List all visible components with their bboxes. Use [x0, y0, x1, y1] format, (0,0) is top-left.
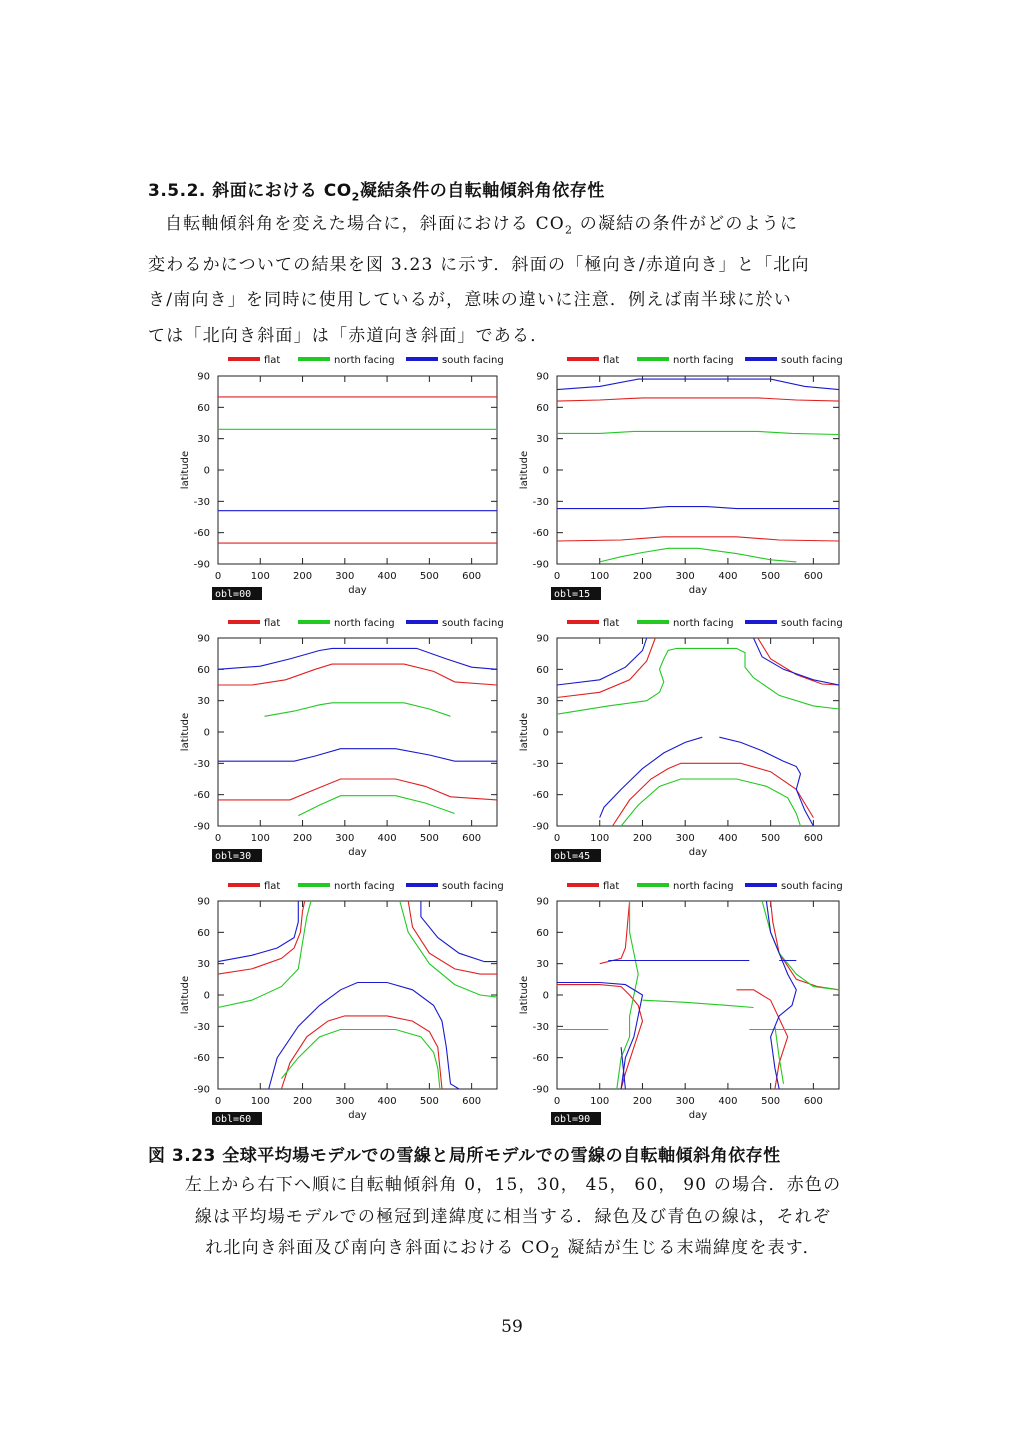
series-north-facing: [265, 703, 451, 717]
obliquity-tag: obl=15: [554, 589, 591, 600]
legend-label-north: north facing: [673, 355, 734, 366]
x-axis-label: day: [688, 847, 708, 858]
x-tick-label: 400: [377, 833, 397, 844]
legend-label-flat: flat: [603, 618, 620, 629]
x-axis-label: day: [348, 585, 367, 596]
series-north-facing: [643, 1000, 754, 1007]
y-tick-label: 90: [536, 633, 549, 645]
obliquity-tag: obl=45: [554, 851, 591, 862]
x-tick-label: 600: [803, 1096, 823, 1107]
paragraph-line: き/南向き」を同時に使用しているが，意味の違いに注意．例えば南半球に於い: [148, 290, 792, 311]
y-tick-label: 30: [197, 959, 210, 971]
series-flat: [600, 901, 630, 964]
x-tick-label: 100: [590, 1096, 610, 1107]
legend-label-north: north facing: [673, 881, 734, 892]
series-north-facing: [621, 779, 800, 826]
chart-panel: [180, 881, 504, 1125]
y-axis-label: latitude: [519, 975, 530, 1015]
x-tick-label: 500: [761, 571, 781, 582]
x-tick-label: 500: [419, 1096, 439, 1107]
y-tick-label: -30: [532, 496, 549, 508]
x-tick-label: 100: [250, 571, 270, 582]
caption-line: れ北向き斜面及び南向き斜面における $CO_2$ 凝結が生じる末端緯度を表す．: [205, 1238, 821, 1262]
chart-panel: [519, 881, 843, 1125]
series-south-facing: [269, 983, 459, 1090]
x-tick-label: 500: [761, 833, 781, 844]
y-tick-label: -60: [532, 528, 549, 540]
series-north-facing: [218, 901, 311, 1008]
x-tick-label: 600: [462, 571, 482, 582]
y-tick-label: 30: [536, 696, 549, 708]
x-tick-label: 100: [250, 1096, 270, 1107]
x-tick-label: 600: [803, 571, 823, 582]
series-south-facing: [557, 638, 647, 685]
y-tick-label: -30: [193, 496, 210, 508]
plot-frame: [218, 376, 497, 564]
y-tick-label: 60: [197, 664, 210, 676]
x-tick-label: 0: [214, 1096, 222, 1107]
obliquity-tag: obl=00: [215, 589, 252, 600]
section-number: 3.5.2.: [148, 181, 206, 201]
series-flat: [613, 763, 814, 826]
series-flat: [218, 779, 497, 800]
y-tick-label: 30: [536, 959, 549, 971]
y-tick-label: -90: [193, 1084, 210, 1096]
series-south-facing: [218, 648, 497, 669]
chart-panel: [519, 355, 843, 600]
paragraph-line: 変わるかについての結果を図 3.23 に示す．斜面の「極向き/赤道向き」と「北向: [148, 254, 810, 275]
y-tick-label: 30: [536, 434, 549, 446]
series-south-facing: [754, 638, 840, 685]
legend-label-flat: flat: [264, 355, 281, 366]
x-axis-label: day: [688, 1110, 708, 1121]
plot-frame: [557, 638, 839, 826]
legend-label-north: north facing: [334, 881, 395, 892]
x-tick-label: 400: [377, 571, 397, 582]
legend-label-north: north facing: [334, 618, 395, 629]
y-tick-label: -60: [532, 790, 549, 802]
y-tick-label: 0: [542, 727, 549, 739]
x-tick-label: 200: [632, 1096, 653, 1107]
x-tick-label: 300: [335, 571, 355, 582]
y-tick-label: 60: [536, 402, 549, 414]
chart-legend: [228, 355, 504, 366]
chart-legend: [567, 355, 843, 366]
series-flat: [218, 664, 497, 685]
y-tick-label: 60: [536, 927, 549, 939]
y-tick-label: -90: [532, 1084, 549, 1096]
y-tick-label: -90: [193, 559, 210, 571]
x-tick-label: 200: [292, 571, 313, 582]
paragraph-line: 自転軸傾斜角を変えた場合に，斜面における $CO_2$ の凝結の条件がどのように: [165, 214, 799, 237]
series-south-facing: [218, 749, 497, 762]
y-tick-label: -90: [532, 559, 549, 571]
x-tick-label: 200: [292, 1096, 313, 1107]
caption-line: 線は平均場モデルでの極冠到達緯度に相当する．緑色及び青色の線は，それぞ: [194, 1206, 832, 1227]
y-axis-label: latitude: [180, 712, 191, 752]
x-axis-label: day: [688, 585, 708, 596]
x-tick-label: 0: [214, 571, 222, 582]
y-tick-label: 0: [203, 990, 210, 1002]
chart-legend: [567, 618, 843, 629]
y-tick-label: 0: [203, 465, 210, 477]
y-tick-label: -30: [532, 1021, 549, 1033]
x-tick-label: 100: [590, 833, 610, 844]
series-south-facing: [719, 737, 813, 826]
paragraph-line: ては「北向き斜面」は「赤道向き斜面」である．: [148, 325, 549, 346]
series-north-facing: [557, 648, 839, 714]
figure-caption-title: 図 3.23 全球平均場モデルでの雪線と局所モデルでの雪線の自転軸傾斜角依存性: [148, 1146, 781, 1166]
legend-label-south: south facing: [781, 355, 843, 366]
chart-legend: [228, 618, 504, 629]
series-flat: [771, 901, 839, 990]
x-tick-label: 600: [462, 1096, 482, 1107]
y-tick-label: -30: [193, 1021, 210, 1033]
series-flat: [737, 990, 788, 1089]
series-north-facing: [762, 901, 839, 990]
legend-label-south: south facing: [442, 618, 504, 629]
y-tick-label: 0: [203, 727, 210, 739]
y-tick-label: -60: [193, 528, 210, 540]
legend-label-south: south facing: [781, 618, 843, 629]
x-tick-label: 0: [553, 1096, 561, 1107]
series-north-facing: [298, 796, 454, 816]
y-tick-label: -90: [193, 821, 210, 833]
y-tick-label: 0: [542, 990, 549, 1002]
x-tick-label: 500: [761, 1096, 781, 1107]
section-title: 斜面における $CO_2$凝結条件の自転軸傾斜角依存性: [212, 181, 605, 204]
series-north-facing: [557, 431, 839, 434]
y-tick-label: 90: [197, 371, 210, 383]
series-north-facing: [600, 548, 797, 562]
figure-caption-body: [148, 1170, 878, 1270]
caption-line: 左上から右下へ順に自転軸傾斜角 0，15，30， 45， 60， 90 の場合．赤色の: [184, 1175, 842, 1195]
y-axis-label: latitude: [180, 975, 191, 1015]
x-tick-label: 200: [632, 571, 653, 582]
x-axis-label: day: [348, 847, 367, 858]
legend-label-north: north facing: [334, 355, 395, 366]
y-tick-label: -60: [193, 790, 210, 802]
x-tick-label: 400: [718, 833, 738, 844]
x-tick-label: 300: [675, 833, 695, 844]
y-tick-label: 90: [197, 896, 210, 908]
series-flat: [557, 537, 839, 541]
series-flat: [408, 901, 497, 974]
x-tick-label: 200: [632, 833, 653, 844]
legend-label-flat: flat: [603, 355, 620, 366]
x-tick-label: 100: [590, 571, 610, 582]
series-south-facing: [557, 507, 839, 509]
page-number: 59: [501, 1317, 523, 1337]
series-south-facing: [600, 737, 703, 817]
y-tick-label: -30: [193, 758, 210, 770]
x-tick-label: 100: [250, 833, 270, 844]
y-tick-label: -30: [532, 758, 549, 770]
y-tick-label: 90: [536, 371, 549, 383]
y-tick-label: 60: [536, 664, 549, 676]
x-tick-label: 200: [292, 833, 313, 844]
x-tick-label: 0: [553, 571, 561, 582]
y-axis-label: latitude: [519, 712, 530, 752]
legend-label-flat: flat: [264, 881, 281, 892]
y-tick-label: 90: [536, 896, 549, 908]
series-flat: [557, 638, 655, 698]
legend-label-south: south facing: [442, 355, 504, 366]
series-north-facing: [400, 901, 497, 997]
y-tick-label: -60: [532, 1053, 549, 1065]
y-tick-label: 60: [197, 927, 210, 939]
series-flat: [557, 398, 839, 401]
legend-label-flat: flat: [264, 618, 281, 629]
x-tick-label: 400: [718, 1096, 738, 1107]
x-tick-label: 300: [675, 1096, 695, 1107]
obliquity-tag: obl=60: [215, 1114, 252, 1125]
x-tick-label: 300: [335, 1096, 355, 1107]
y-tick-label: 60: [197, 402, 210, 414]
y-axis-label: latitude: [519, 450, 530, 490]
x-tick-label: 0: [214, 833, 222, 844]
legend-label-north: north facing: [673, 618, 734, 629]
x-tick-label: 500: [419, 571, 439, 582]
series-south-facing: [421, 901, 497, 962]
x-tick-label: 600: [462, 833, 482, 844]
y-axis-label: latitude: [180, 450, 191, 490]
x-tick-label: 300: [675, 571, 695, 582]
x-tick-label: 300: [335, 833, 355, 844]
y-tick-label: 30: [197, 434, 210, 446]
chart-panel: [180, 355, 504, 600]
x-tick-label: 400: [377, 1096, 397, 1107]
chart-legend: [228, 881, 504, 892]
y-tick-label: -60: [193, 1053, 210, 1065]
obliquity-tag: obl=30: [215, 851, 252, 862]
x-tick-label: 600: [803, 833, 823, 844]
legend-label-south: south facing: [781, 881, 843, 892]
x-tick-label: 0: [553, 833, 561, 844]
y-tick-label: 0: [542, 465, 549, 477]
legend-label-flat: flat: [603, 881, 620, 892]
plot-frame: [218, 901, 497, 1089]
series-south-facing: [218, 901, 298, 962]
series-south-facing: [766, 901, 796, 1089]
chart-panel: [180, 618, 504, 862]
plot-frame: [557, 376, 839, 564]
chart-panel: [519, 618, 843, 862]
x-tick-label: 400: [718, 571, 738, 582]
legend-label-south: south facing: [442, 881, 504, 892]
y-tick-label: 30: [197, 696, 210, 708]
series-flat: [218, 901, 305, 974]
x-axis-label: day: [348, 1110, 367, 1121]
chart-legend: [567, 881, 843, 892]
y-tick-label: -90: [532, 821, 549, 833]
series-flat: [281, 1016, 442, 1089]
plot-frame: [557, 901, 839, 1089]
obliquity-tag: obl=90: [554, 1114, 591, 1125]
x-tick-label: 500: [419, 833, 439, 844]
y-tick-label: 90: [197, 633, 210, 645]
